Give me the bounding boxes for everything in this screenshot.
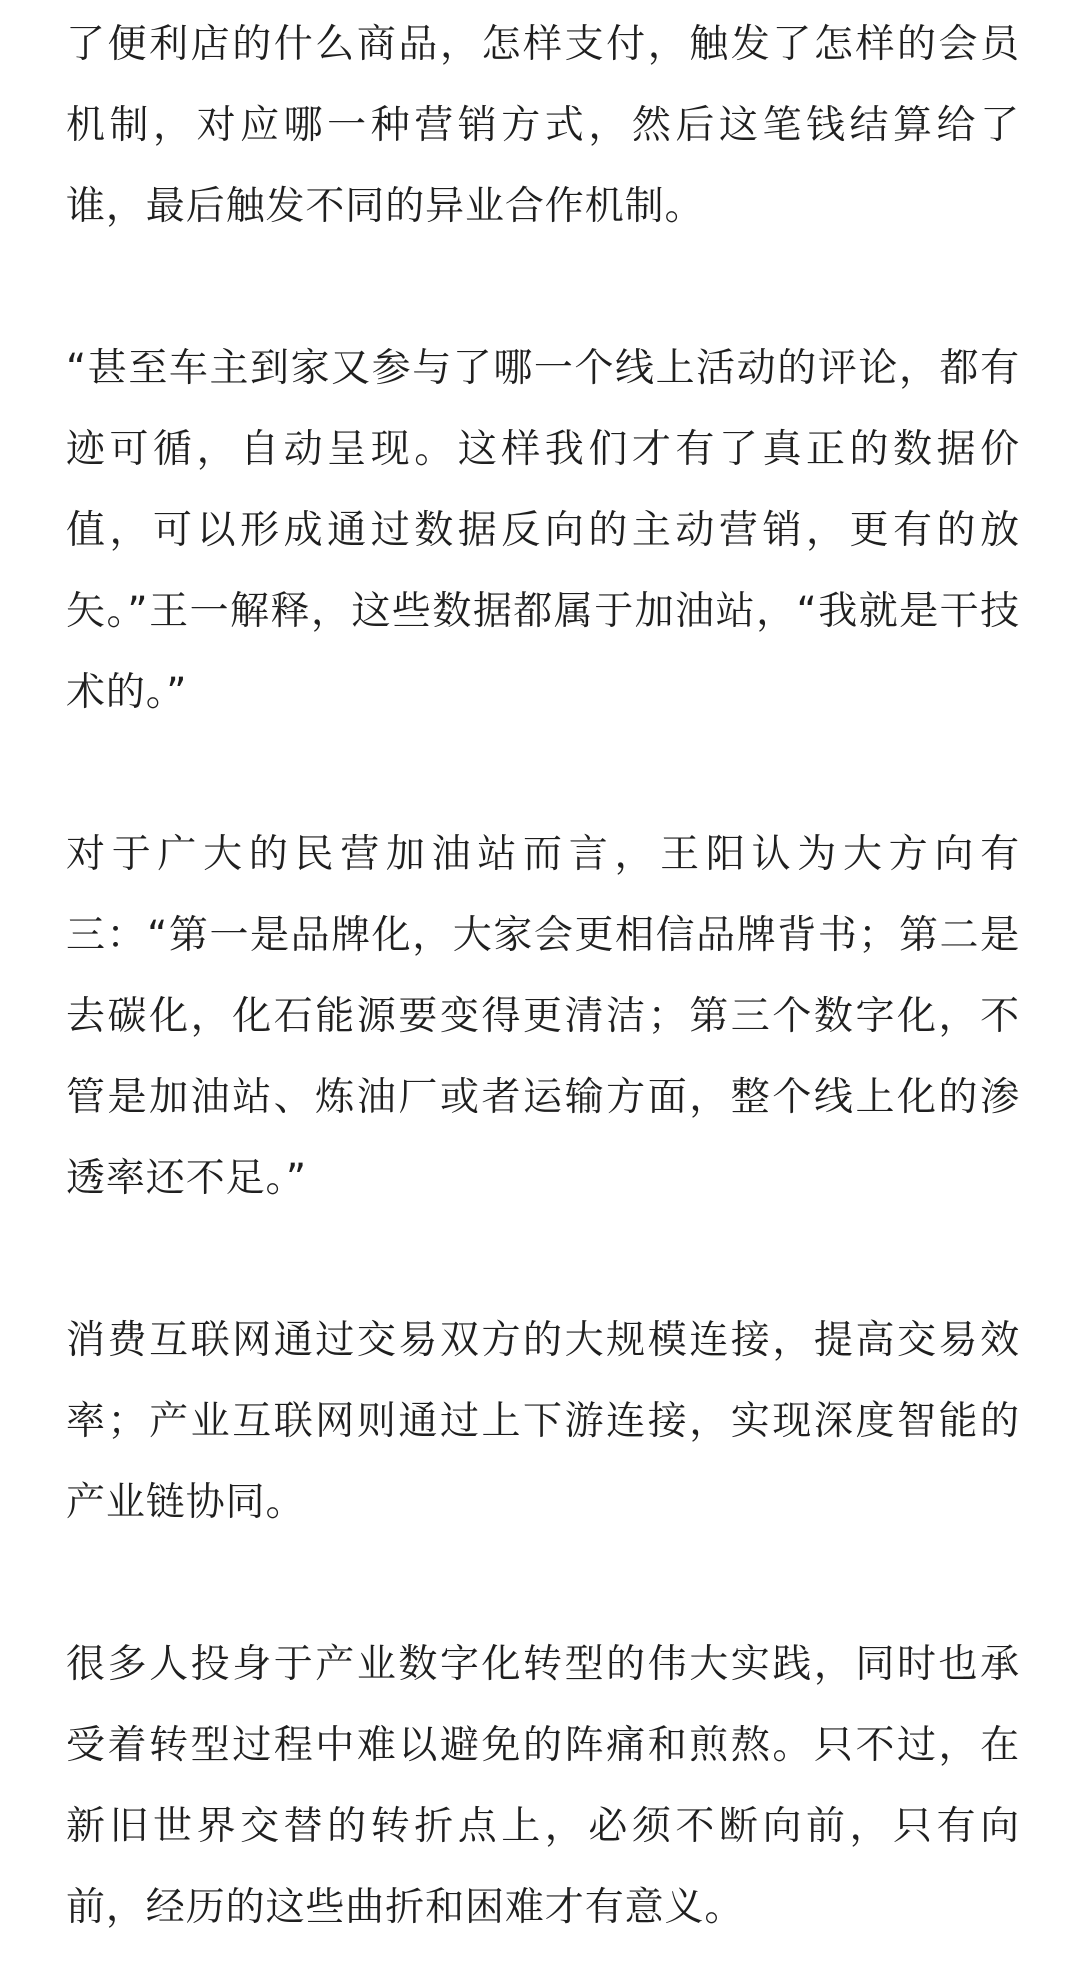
article-body <box>66 4 1020 1948</box>
paragraph-membership-settlement: 了便利店的什么商品，怎样支付，触发了怎样的会员机制，对应哪一种营销方式，然后这笔钱结算给了谁，最后触发不同的异业合作机制。 <box>66 22 1020 229</box>
paragraph-three-directions: 对于广大的民营加油站而言，王阳认为大方向有三：“第一是品牌化，大家会更相信品牌背书；第二是去碳化，化石能源要变得更清洁；第三个数字化，不管是加油站、炼油厂或者运输方面，整个线上化的渗透率还不足。” <box>66 832 1020 1201</box>
paragraph-data-value-quote: “甚至车主到家又参与了哪一个线上活动的评论，都有迹可循，自动呈现。这样我们才有了真正的数据价值，可以形成通过数据反向的主动营销，更有的放矢。”王一解释，这些数据都属于加油站，“我就是干技术的。” <box>66 346 1020 715</box>
paragraph-transformation-conclusion: 很多人投身于产业数字化转型的伟大实践，同时也承受着转型过程中难以避免的阵痛和煎熬。只不过，在新旧世界交替的转折点上，必须不断向前，只有向前，经历的这些曲折和困难才有意义。 <box>66 1642 1020 1930</box>
paragraph-internet-comparison: 消费互联网通过交易双方的大规模连接，提高交易效率；产业互联网则通过上下游连接，实现深度智能的产业链协同。 <box>66 1318 1020 1525</box>
